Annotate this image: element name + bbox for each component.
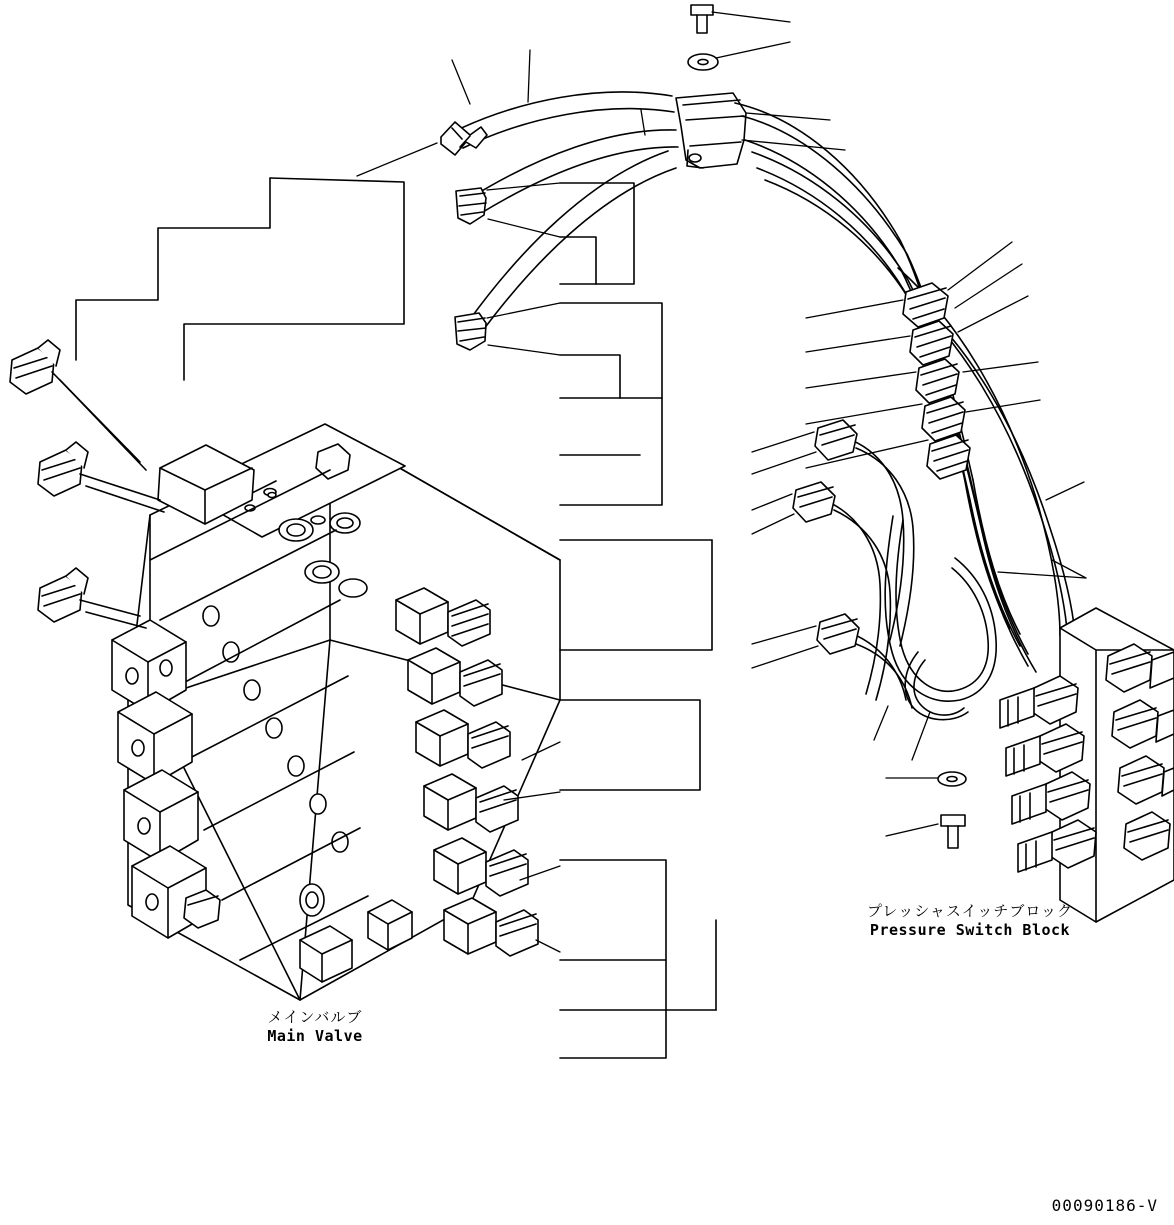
pressure-switch-label-en: Pressure Switch Block xyxy=(869,920,1071,939)
washer-icon xyxy=(938,772,966,786)
hose-coupling xyxy=(10,340,60,394)
washer-icon xyxy=(688,54,718,70)
hose-coupling xyxy=(38,568,88,622)
pressure-switch-label-jp: プレッシャスイッチブロック xyxy=(866,902,1074,920)
bolt-icon xyxy=(941,815,965,848)
hose-coupling xyxy=(455,313,486,350)
main-valve-label-en: Main Valve xyxy=(267,1026,363,1045)
hose-coupling-stack xyxy=(903,283,970,479)
hose-coupling xyxy=(817,614,859,654)
hose-coupling xyxy=(38,442,88,496)
main-valve-label xyxy=(200,1008,430,1046)
drawing-number: 00090186-V xyxy=(1051,1196,1158,1215)
hose-coupling xyxy=(456,188,486,224)
hose-coupling xyxy=(793,482,835,522)
bolt-icon xyxy=(691,5,713,33)
clamp-bracket-icon xyxy=(676,93,746,168)
hose-coupling xyxy=(815,420,857,460)
main-valve-label-jp: メインバルブ xyxy=(267,1008,363,1026)
pressure-switch-block-label xyxy=(840,902,1100,940)
main-valve-block xyxy=(112,424,560,1000)
